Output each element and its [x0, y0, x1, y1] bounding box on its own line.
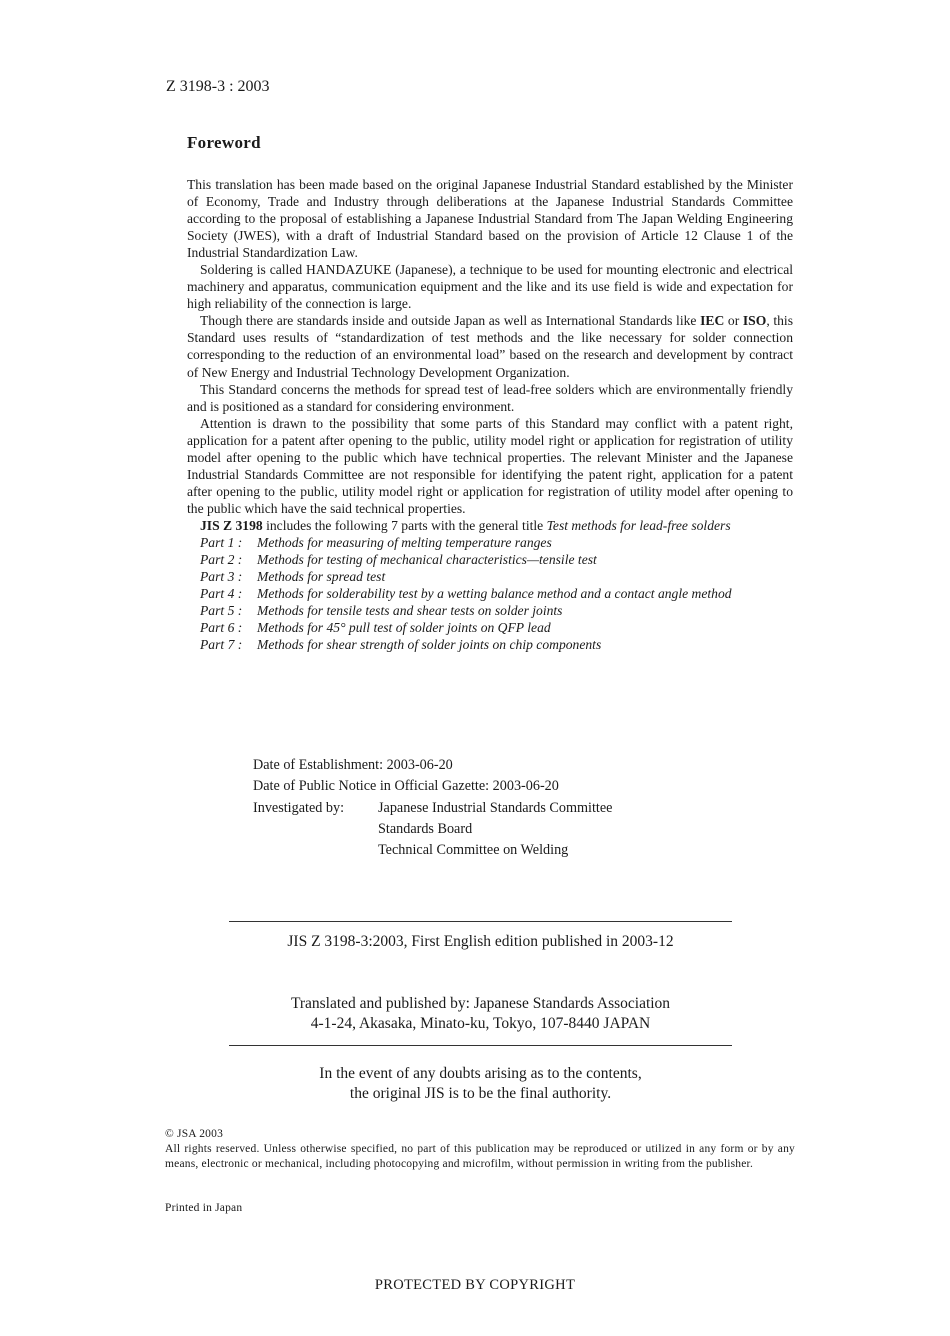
authority-line: the original JIS is to be the final authority.: [349, 1084, 612, 1102]
foreword-title: Foreword: [187, 133, 261, 152]
part-item: [187, 534, 793, 551]
part-item: [187, 602, 793, 619]
publisher-line: Translated and published by: Japanese Standards Association: [290, 995, 671, 1012]
dates-block: [253, 755, 612, 861]
publisher-address: 4-1-24, Akasaka, Minato-ku, Tokyo, 107-8440 JAPAN: [310, 1015, 651, 1032]
general-title: Test methods for lead-free solders: [546, 517, 731, 533]
part-label: Part 7 :: [200, 637, 243, 653]
part-title: Methods for measuring of melting temperature ranges: [257, 534, 552, 550]
investigating-body: Technical Committee on Welding: [378, 842, 569, 859]
document-number: Z 3198-3 : 2003: [166, 78, 270, 95]
investigating-body: Japanese Industrial Standards Committee: [378, 799, 613, 816]
paragraph-text: or: [727, 313, 740, 329]
part-title: Methods for solderability test by a wetting balance method and a contact angle method: [257, 586, 732, 602]
protected-footer: PROTECTED BY COPYRIGHT: [374, 1277, 576, 1293]
printed-in: Printed in Japan: [165, 1202, 243, 1214]
part-title: Methods for testing of mechanical characteristics—tensile test: [257, 552, 597, 568]
part-label: Part 2 :: [200, 552, 243, 568]
authority-line: In the event of any doubts arising as to the contents,: [319, 1065, 642, 1082]
divider-top: [229, 921, 732, 922]
foreword-paragraph: Attention is drawn to the possibility that some parts of this Standard may conflict with a patent right, application for a patent after opening to the public, utility model right or application for registration of utility model after opening to the public which have technical properties. The relevant Minister and the Japanese Industrial Standards Committee are not responsible for identifying the patent right, application for a patent after opening to the public, utility model right or application for registration of utility model after opening to the public which have the said technical properties.: [187, 415, 793, 516]
foreword-paragraph: Soldering is called HANDAZUKE (Japanese), a technique to be used for mounting electronic and electrical machinery and apparatus, communication equipment and the like and its use field is wide and expectation for high reliability of the connection is large.: [187, 262, 793, 312]
part-label: Part 4 :: [200, 586, 243, 602]
investigating-body: Standards Board: [378, 820, 473, 837]
part-label: Part 6 :: [200, 620, 243, 636]
rights-statement: All rights reserved. Unless otherwise specified, no part of this publication may be reproduced or utilized in any form or by any means, electronic or mechanical, including photocopying and microfilm, without permission in writing from the publisher.: [165, 1143, 795, 1170]
date-of-public-notice: Date of Public Notice in Official Gazette: 2003-06-20: [253, 778, 559, 795]
investigated-by: [253, 798, 612, 862]
publisher-block: [229, 994, 732, 1034]
part-item: [187, 551, 793, 568]
part-label: Part 5 :: [200, 603, 243, 619]
authority-notice: [229, 1064, 732, 1103]
standard-ref-jis: JIS Z 3198: [200, 517, 263, 533]
copyright-block: [165, 1127, 795, 1172]
date-of-establishment: Date of Establishment: 2003-06-20: [253, 757, 453, 773]
part-label: Part 3 :: [200, 569, 243, 585]
paragraph-text: Though there are standards inside and outside Japan as well as International Standards like: [200, 313, 697, 329]
part-label: Part 1 :: [200, 534, 243, 550]
parts-list: [187, 534, 793, 653]
part-title: Methods for 45° pull test of solder joints on QFP lead: [257, 620, 551, 636]
part-title: Methods for spread test: [257, 569, 386, 585]
paragraph-text: , this Standard uses results of “standardization of test methods and the like necessary for solder connection corresponding to the reduction of an environmental load” based on the research and development by contract of New Energy and Industrial Technology Development Organization.: [187, 313, 794, 380]
foreword-paragraph: This translation has been made based on the original Japanese Industrial Standard established by the Minister of Economy, Trade and Industry through deliberations at the Japanese Industrial Standards Committee according to the proposal of establishing a Japanese Industrial Standard from The Japan Welding Engineering Society (JWES), with a draft of Industrial Standard based on the provision of Article 12 Clause 1 of the Industrial Standardization Law.: [187, 177, 793, 261]
standard-ref-iec: IEC: [700, 313, 725, 329]
paragraph-text: includes the following 7 parts with the general title: [266, 517, 544, 533]
part-title: Methods for shear strength of solder joints on chip components: [257, 637, 602, 653]
foreword-paragraph: [187, 517, 793, 534]
investigated-label: Investigated by:: [253, 799, 345, 816]
part-title: Methods for tensile tests and shear tests on solder joints: [257, 603, 563, 619]
divider-bottom: [229, 1045, 732, 1046]
part-item: [187, 568, 793, 585]
part-item: [187, 619, 793, 636]
edition-line: JIS Z 3198-3:2003, First English edition published in 2003-12: [287, 933, 674, 950]
part-item: [187, 585, 793, 602]
investigated-bodies: [378, 798, 612, 862]
foreword-paragraph: [187, 312, 793, 380]
copyright-notice: © JSA 2003: [165, 1128, 224, 1140]
part-item: [187, 636, 793, 653]
foreword-paragraph: This Standard concerns the methods for spread test of lead-free solders which are environmentally friendly and is positioned as a standard for considering environment.: [187, 381, 793, 414]
foreword-body: [187, 176, 793, 653]
standard-ref-iso: ISO: [742, 313, 767, 329]
